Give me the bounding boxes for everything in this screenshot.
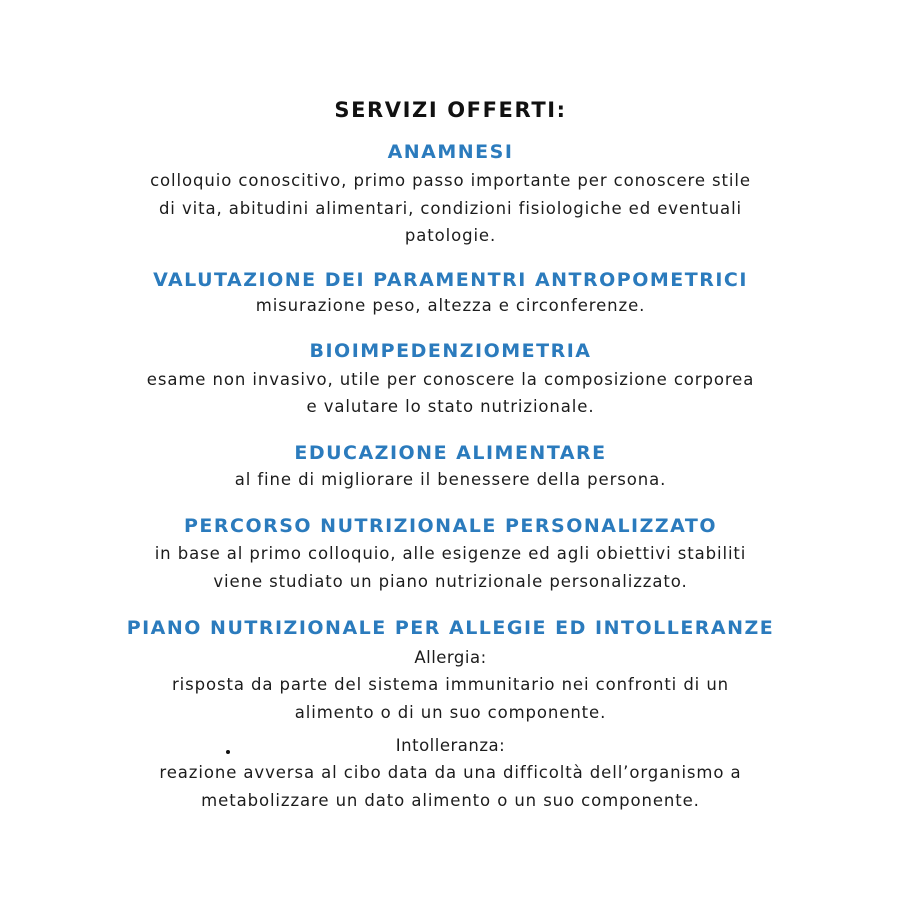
service-description-line: colloquio conoscitivo, primo passo importante per conoscere stile xyxy=(150,171,751,190)
subsection-label-allergia: Allergia: xyxy=(414,648,487,667)
service-description-line: alimento o di un suo componente. xyxy=(294,703,607,722)
service-description-line: patologie. xyxy=(404,226,497,245)
service-description-line: al fine di migliorare il benessere della persona. xyxy=(234,470,667,489)
service-heading-educazione-alimentare: EDUCAZIONE ALIMENTARE xyxy=(294,442,607,464)
service-description-line: misurazione peso, altezza e circonferenze. xyxy=(255,296,646,315)
service-heading-allergie-intolleranze: PIANO NUTRIZIONALE PER ALLEGIE ED INTOLLERANZE xyxy=(126,617,775,639)
service-heading-percorso-nutrizionale: PERCORSO NUTRIZIONALE PERSONALIZZATO xyxy=(183,515,718,537)
page-title: SERVIZI OFFERTI: xyxy=(334,98,567,122)
service-description-line: risposta da parte del sistema immunitario nei confronti di un xyxy=(171,675,730,694)
service-heading-anamnesi: ANAMNESI xyxy=(387,141,514,163)
service-heading-antropometrici: VALUTAZIONE DEI PARAMENTRI ANTROPOMETRICI xyxy=(153,269,748,291)
service-description-line: reazione avversa al cibo data da una difficoltà dell’organismo a xyxy=(159,763,742,782)
subsection-label-intolleranza: Intolleranza: xyxy=(395,736,506,755)
service-description-line: in base al primo colloquio, alle esigenze ed agli obiettivi stabiliti xyxy=(154,544,747,563)
service-description-line: viene studiato un piano nutrizionale personalizzato. xyxy=(213,572,688,591)
service-description-line: e valutare lo stato nutrizionale. xyxy=(306,397,595,416)
service-description-line: esame non invasivo, utile per conoscere la composizione corporea xyxy=(146,370,755,389)
service-description-line: metabolizzare un dato alimento o un suo componente. xyxy=(201,791,700,810)
service-heading-bioimpedenziometria: BIOIMPEDENZIOMETRIA xyxy=(309,340,592,362)
service-description-line: di vita, abitudini alimentari, condizioni fisiologiche ed eventuali xyxy=(158,199,743,218)
